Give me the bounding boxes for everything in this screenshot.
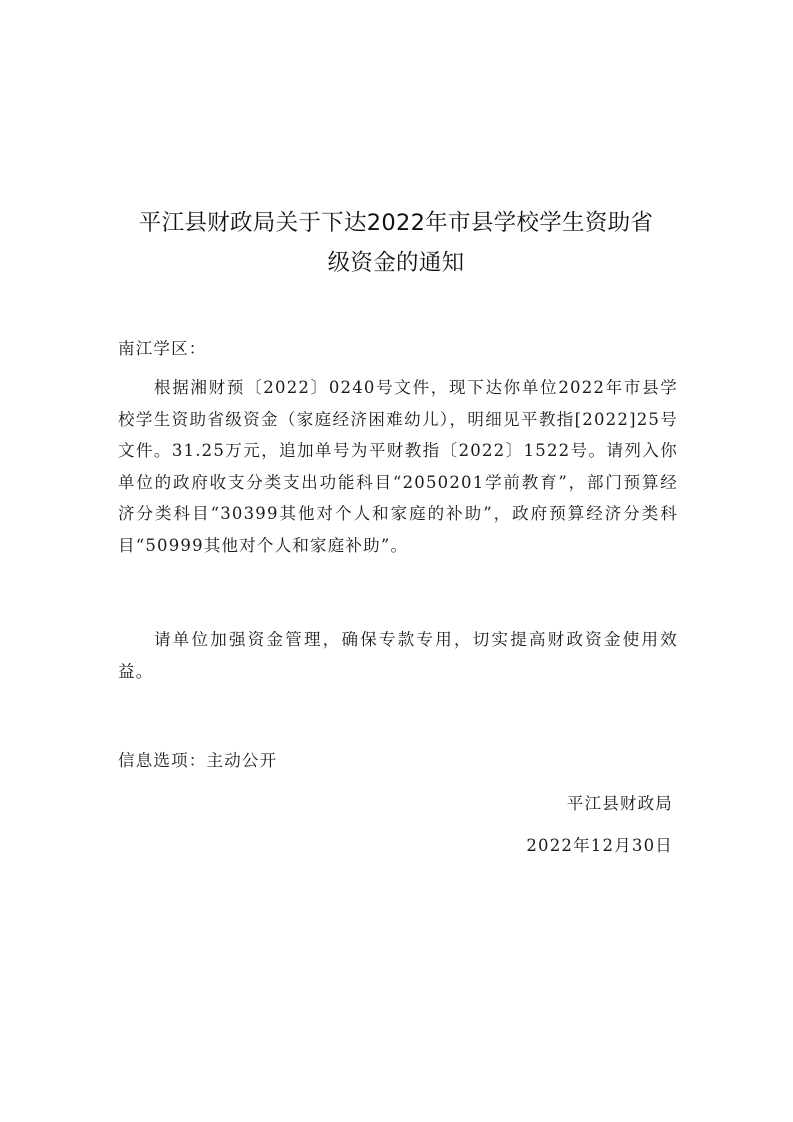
document-title (110, 203, 682, 283)
signature-date: 2022年12月30日 (526, 836, 673, 855)
salutation: 南江学区： (118, 339, 207, 358)
body-paragraph-2: 请单位加强资金管理，确保专款专用，切实提高财政资金使用效益。 (118, 630, 678, 681)
body-paragraph-1: 根据湘财预〔2022〕0240号文件，现下达你单位2022年市县学校学生资助省级资金（家庭经济困难幼儿），明细见平教指[2022]25号文件。31.25万元，追加单号为平财教指〔2022〕1522号。请列入你单位的政府收支分类支出功能科目“2050201学前教育”，部门预算经济分类科目“30399其他对个人和家庭的补助”，政府预算经济分类科目“50999其他对个人和家庭补助”。 (118, 378, 678, 555)
signature-organization: 平江县财政局 (566, 794, 673, 813)
title-line-1: 平江县财政局关于下达2022年市县学校学生资助省 (138, 210, 654, 236)
info-option: 信息选项：主动公开 (118, 751, 278, 770)
title-line-2: 级资金的通知 (327, 250, 465, 276)
